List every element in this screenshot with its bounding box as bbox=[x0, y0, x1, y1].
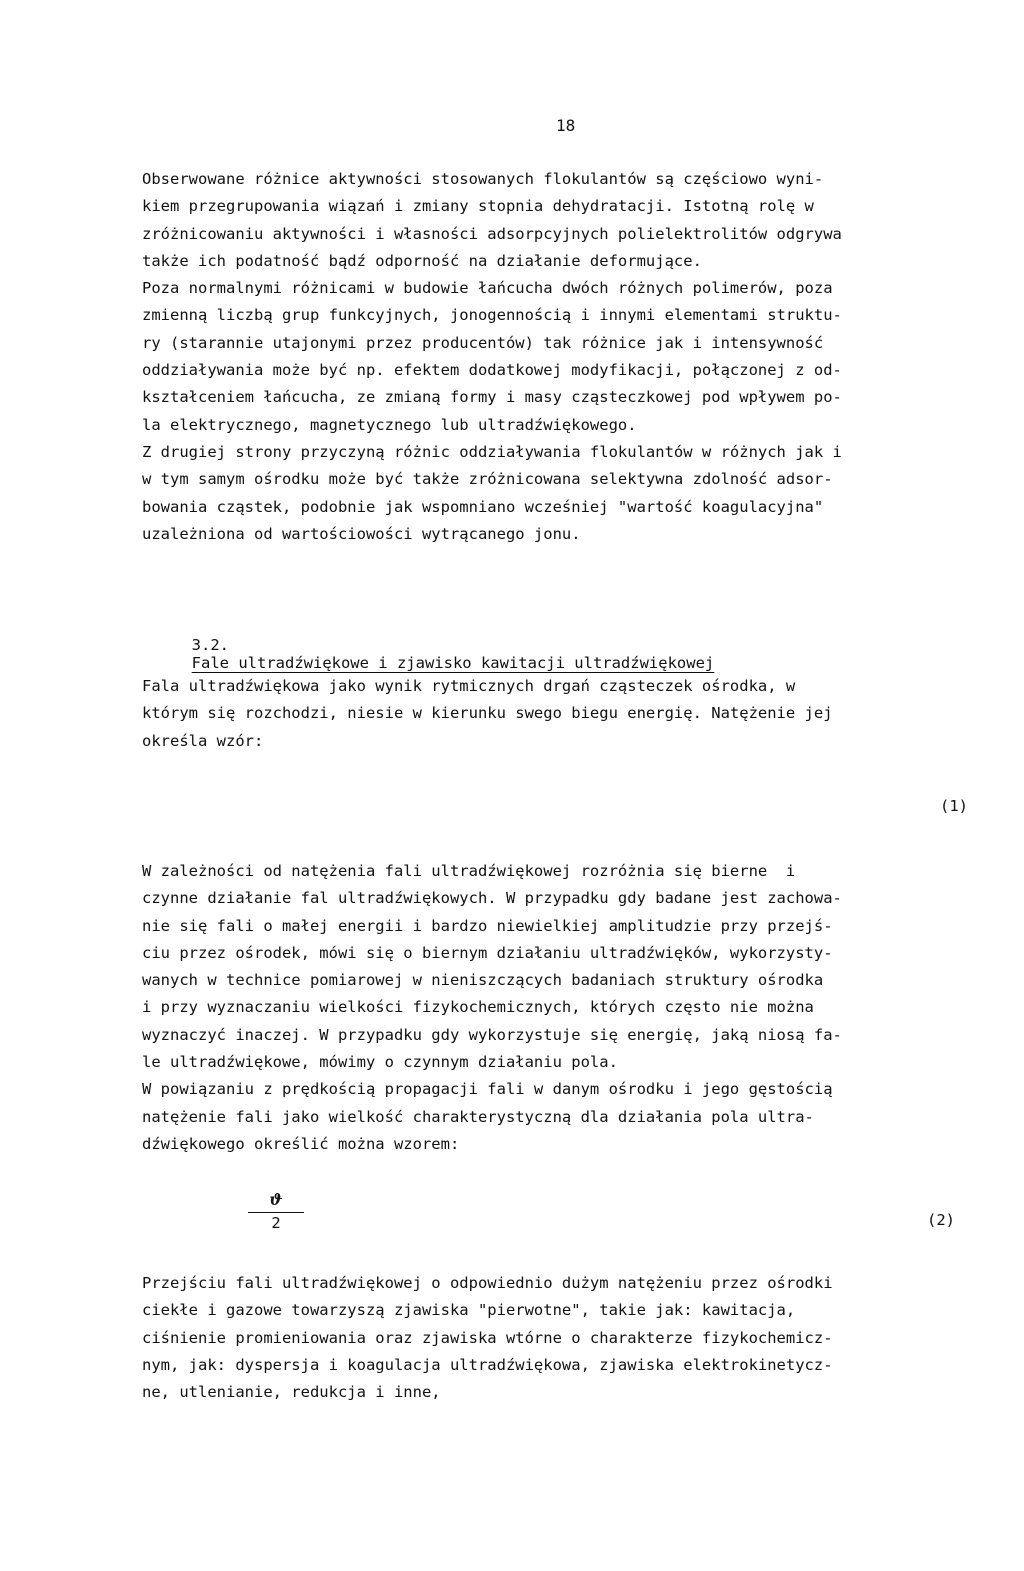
text-line: ne, utlenianie, redukcja i inne, bbox=[142, 1383, 441, 1402]
text-line: W zależności od natężenia fali ultradźwiękowej rozróżnia się bierne i bbox=[142, 862, 796, 880]
paragraph-phenomena bbox=[142, 1270, 992, 1406]
text-line: którym się rozchodzi, niesie w kierunku swego biegu energię. Natężenie jej bbox=[142, 704, 833, 723]
text-line: Z drugiej strony przyczyną różnic oddziaływania flokulantów w różnych jak i bbox=[142, 442, 842, 461]
text-line: zmienną liczbą grup funkcyjnych, jonogennością i innymi elementami struktu- bbox=[142, 306, 842, 325]
paragraph-active-passive bbox=[142, 858, 992, 1158]
equation-2-numerator: ϑ bbox=[269, 1190, 283, 1209]
text-line: ry (starannie utajonymi przez producentów) tak różnice jak i intensywność bbox=[142, 333, 824, 352]
text-line: bowania cząstek, podobnie jak wspomniano wcześniej "wartość koagulacyjna" bbox=[142, 497, 824, 516]
text-line: Fala ultradźwiękowa jako wynik rytmicznych drgań cząsteczek ośrodka, w bbox=[142, 677, 796, 695]
section-heading bbox=[173, 618, 714, 672]
paragraph-wave-energy bbox=[142, 673, 992, 755]
text-line: oddziaływania może być np. efektem dodatkowej modyfikacji, połączonej z od- bbox=[142, 361, 842, 380]
equation-2-number: (2) bbox=[927, 1211, 955, 1229]
text-line: uzależniona od wartościowości wytrącanego jonu. bbox=[142, 524, 581, 543]
text-line: la elektrycznego, magnetycznego lub ultradźwiękowego. bbox=[142, 415, 637, 434]
text-line: kształceniem łańcucha, ze zmianą formy i masy cząsteczkowej pod wpływem po- bbox=[142, 388, 842, 407]
text-line: dźwiękowego określić można wzorem: bbox=[142, 1134, 460, 1153]
text-line: nym, jak: dyspersja i koagulacja ultradźwiękowa, zjawiska elektrokinetycz- bbox=[142, 1355, 833, 1374]
text-line: także ich podatność bądź odporność na działanie deformujące. bbox=[142, 251, 702, 270]
text-line: Obserwowane różnice aktywności stosowanych flokulantów są częściowo wyni- bbox=[142, 170, 824, 188]
equation-1-number: (1) bbox=[940, 797, 968, 815]
text-line: le ultradźwiękowe, mówimy o czynnym działaniu pola. bbox=[142, 1053, 618, 1072]
text-line: Przejściu fali ultradźwiękowej o odpowiednio dużym natężeniu przez ośrodki bbox=[142, 1274, 833, 1292]
section-title: Fale ultradźwiękowe i zjawisko kawitacji ultradźwiękowej bbox=[191, 654, 715, 672]
text-line: wyznaczyć inaczej. W przypadku gdy wykorzystuje się energię, jaką niosą fa- bbox=[142, 1025, 842, 1044]
equation-2-denominator: 2 bbox=[271, 1214, 281, 1232]
text-line: zróżnicowaniu aktywności i własności adsorpcyjnych polielektrolitów odgrywa bbox=[142, 224, 842, 243]
text-line: ciu przez ośrodek, mówi się o biernym działaniu ultradźwięków, wykorzysty- bbox=[142, 943, 833, 962]
text-line: W powiązaniu z prędkością propagacji fali w danym ośrodku i jego gęstością bbox=[142, 1080, 833, 1099]
text-line: nie się fali o małej energii i bardzo niewielkiej amplitudzie przy przejś- bbox=[142, 916, 833, 935]
section-number: 3.2. bbox=[191, 636, 229, 654]
text-line: natężenie fali jako wielkość charakterystyczną dla działania pola ultra- bbox=[142, 1107, 814, 1126]
text-line: Poza normalnymi różnicami w budowie łańcucha dwóch różnych polimerów, poza bbox=[142, 279, 833, 298]
text-line: ciśnienie promieniowania oraz zjawiska wtórne o charakterze fizykochemicz- bbox=[142, 1328, 833, 1347]
text-line: czynne działanie fal ultradźwiękowych. W przypadku gdy badane jest zachowa- bbox=[142, 889, 842, 908]
paragraph-flocculants bbox=[142, 166, 992, 548]
text-line: ciekłe i gazowe towarzyszą zjawiska "pierwotne", takie jak: kawitacja, bbox=[142, 1301, 796, 1320]
text-line: określa wzór: bbox=[142, 731, 264, 750]
text-line: wanych w technice pomiarowej w nieniszczących badaniach struktury ośrodka bbox=[142, 971, 824, 990]
text-line: w tym samym ośrodku może być także zróżnicowana selektywna zdolność adsor- bbox=[142, 470, 833, 489]
text-line: kiem przegrupowania wiązań i zmiany stopnia dehydratacji. Istotną rolę w bbox=[142, 197, 814, 216]
equation-2-fraction bbox=[248, 1190, 304, 1233]
text-line: i przy wyznaczaniu wielkości fizykochemicznych, których często nie można bbox=[142, 998, 814, 1017]
page-number: 18 bbox=[556, 116, 576, 135]
